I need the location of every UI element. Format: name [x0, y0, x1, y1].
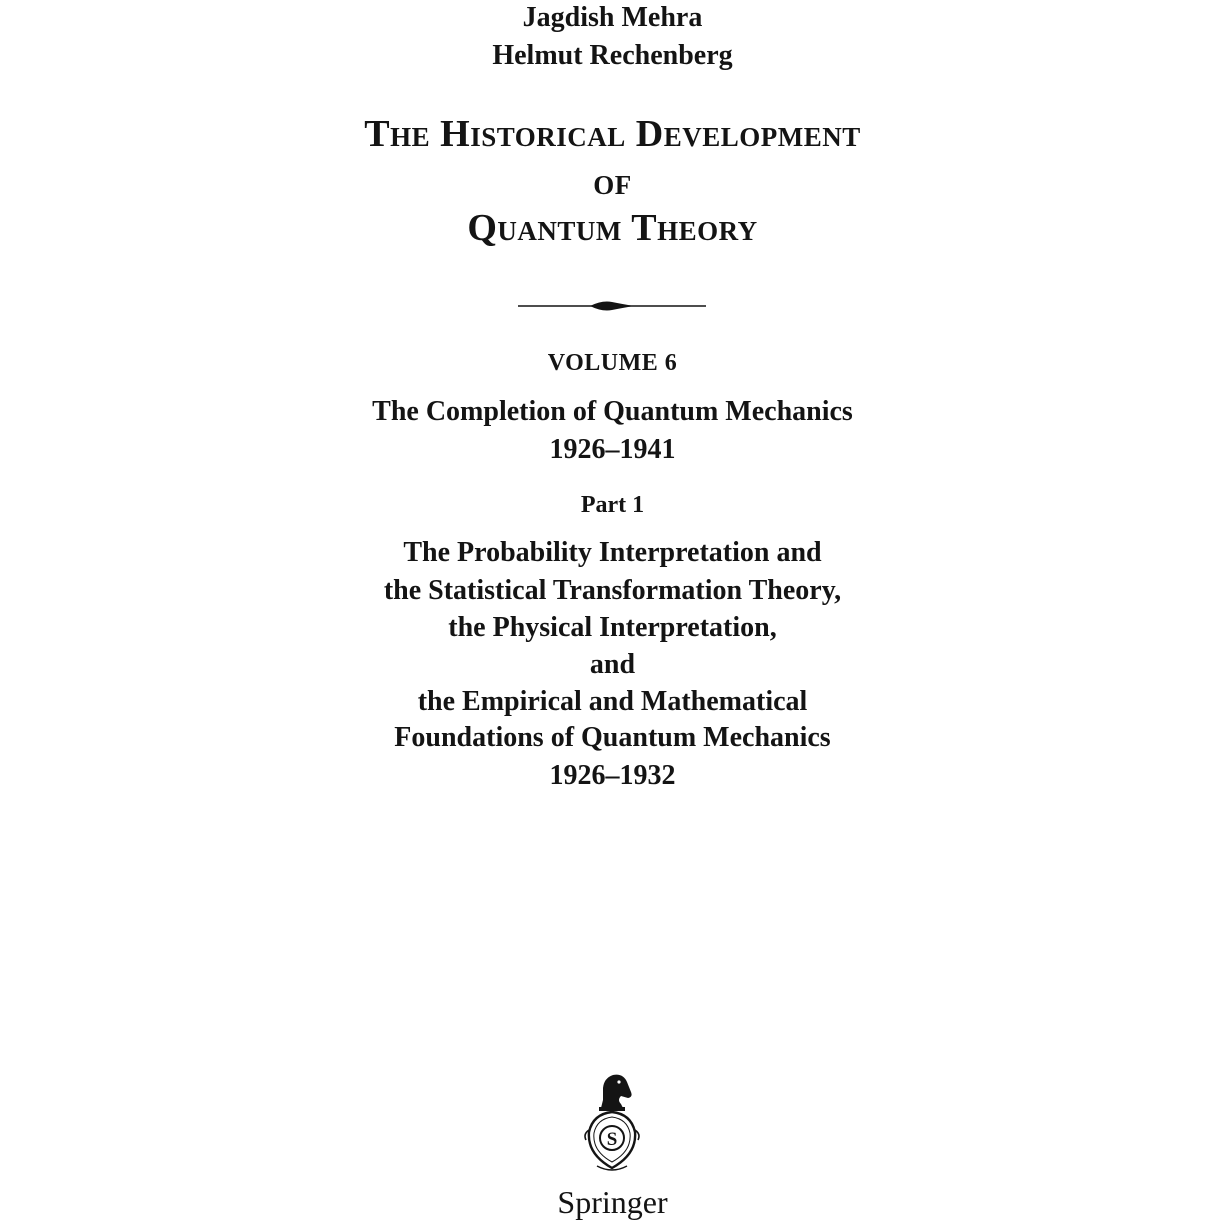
author-name: Helmut Rechenberg — [492, 40, 733, 71]
part-title-line: Foundations of Quantum Mechanics — [394, 722, 831, 753]
part-title-line: the Empirical and Mathematical — [417, 686, 808, 717]
book-title-line: The Historical Development — [364, 113, 861, 155]
book-title-line: Quantum Theory — [467, 207, 758, 249]
part-title-line: the Statistical Transformation Theory, — [383, 575, 842, 606]
volume-years: 1926–1941 — [549, 434, 676, 465]
book-title-line: of — [593, 161, 632, 203]
part-title-line: The Probability Interpretation and — [403, 537, 822, 568]
springer-knight-logo-icon — [573, 1070, 651, 1180]
volume-label: VOLUME 6 — [547, 350, 678, 376]
volume-title: The Completion of Quantum Mechanics — [372, 396, 853, 427]
part-years: 1926–1932 — [549, 760, 676, 791]
author-name: Jagdish Mehra — [522, 2, 703, 33]
svg-text:S: S — [606, 1129, 618, 1150]
publisher-name: Springer — [557, 1184, 668, 1220]
ornament-rule — [518, 296, 706, 316]
part-label: Part 1 — [580, 492, 645, 518]
part-title-line: and — [589, 649, 636, 680]
part-title-line: the Physical Interpretation, — [448, 612, 777, 643]
